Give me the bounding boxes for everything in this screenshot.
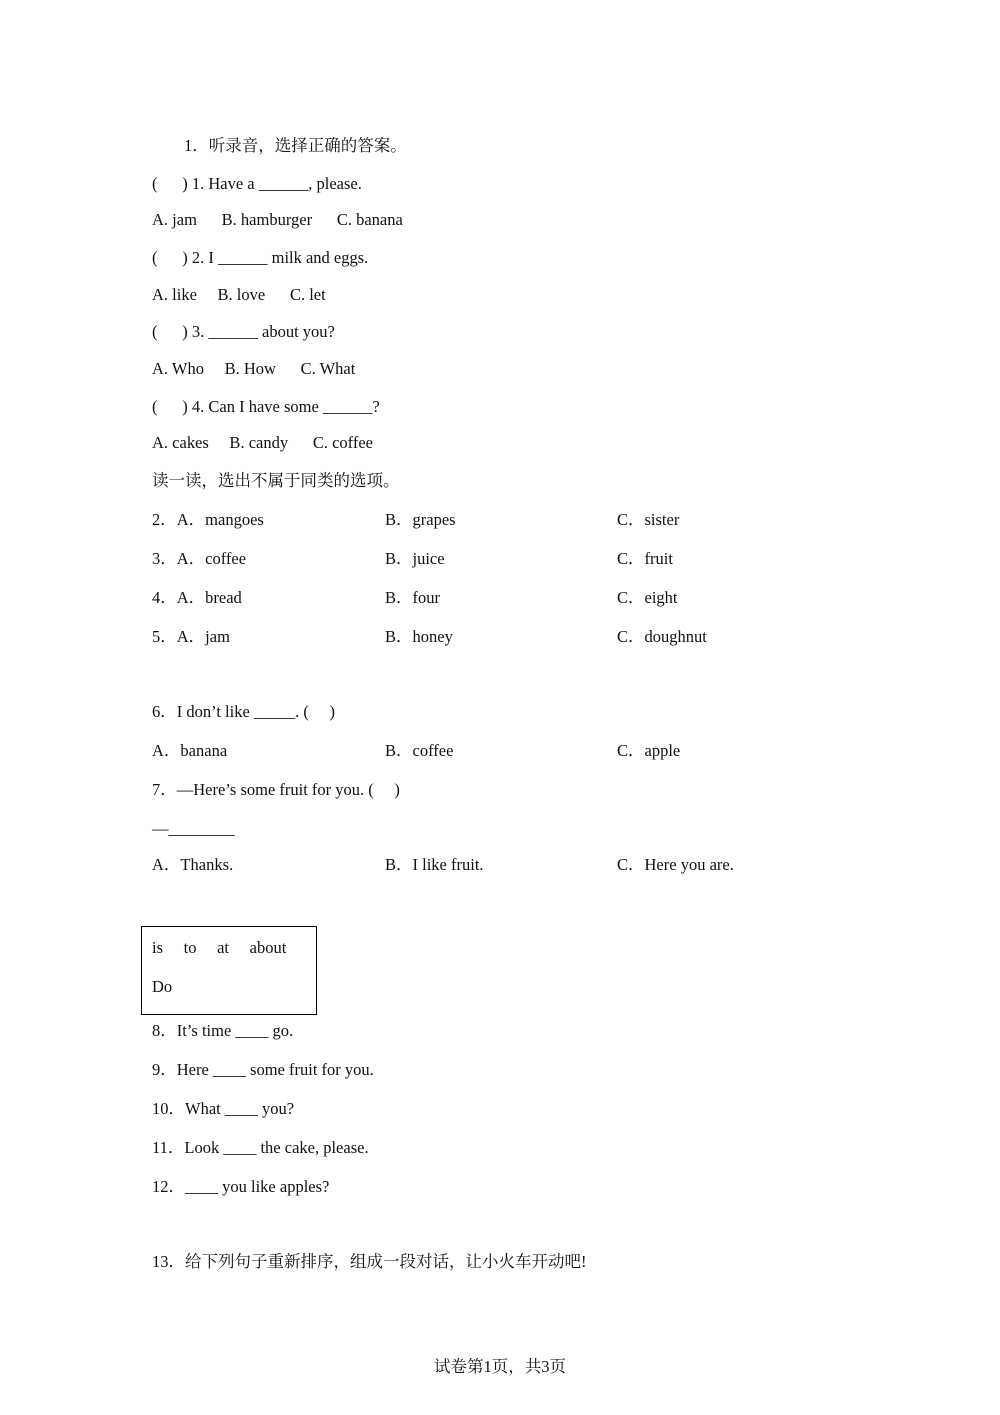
q2-options: A. like B. love C. let — [152, 285, 326, 304]
option-row-c: C．fruit — [617, 549, 673, 568]
q1-options: A. jam B. hamburger C. banana — [152, 210, 403, 229]
option-row-b: B．four — [385, 588, 440, 607]
fill-sentence: 12．____ you like apples? — [152, 1177, 330, 1196]
section1-title: 1．听录音，选择正确的答案。 — [184, 136, 407, 155]
q2-stem: ( ) 2. I ______ milk and eggs. — [152, 248, 369, 267]
option-row-c: C．doughnut — [617, 627, 707, 646]
option-row-a: 2．A．mangoes — [152, 510, 264, 529]
section2-title: 读一读，选出不属于同类的选项。 — [152, 471, 400, 490]
word-bank-line-1: is to at about — [152, 938, 287, 957]
q7-option-a: A．Thanks. — [152, 855, 234, 874]
q6-option-c: C．apple — [617, 741, 681, 760]
q6-option-a: A．banana — [152, 741, 228, 760]
option-row-a: 5．A．jam — [152, 627, 230, 646]
option-row-c: C．eight — [617, 588, 678, 607]
q4-stem: ( ) 4. Can I have some ______? — [152, 397, 380, 416]
q3-options: A. Who B. How C. What — [152, 359, 356, 378]
option-row-a: 3．A．coffee — [152, 549, 247, 568]
q1-stem: ( ) 1. Have a ______, please. — [152, 174, 362, 193]
page-footer: 试卷第1页，共3页 — [434, 1357, 566, 1376]
fill-sentence: 11．Look ____ the cake, please. — [152, 1138, 369, 1157]
option-row-b: B．juice — [385, 549, 445, 568]
q6-stem: 6．I don’t like _____. ( ) — [152, 702, 336, 721]
q3-stem: ( ) 3. ______ about you? — [152, 322, 335, 341]
word-bank-line-2: Do — [152, 977, 173, 996]
q7-option-b: B．I like fruit. — [385, 855, 484, 874]
fill-sentence: 10．What ____ you? — [152, 1099, 295, 1118]
fill-sentence: 8．It’s time ____ go. — [152, 1021, 294, 1040]
option-row-b: B．honey — [385, 627, 453, 646]
q7-option-c: C．Here you are. — [617, 855, 734, 874]
q7-answer-blank: —________ — [152, 819, 235, 838]
word-bank-box — [141, 926, 317, 1015]
option-row-c: C．sister — [617, 510, 680, 529]
fill-sentence: 9．Here ____ some fruit for you. — [152, 1060, 374, 1079]
option-row-b: B．grapes — [385, 510, 456, 529]
option-row-a: 4．A．bread — [152, 588, 242, 607]
q7-stem: 7．—Here’s some fruit for you. ( ) — [152, 780, 400, 799]
q6-option-b: B．coffee — [385, 741, 454, 760]
q4-options: A. cakes B. candy C. coffee — [152, 433, 374, 452]
section5-title: 13．给下列句子重新排序，组成一段对话，让小火车开动吧! — [152, 1252, 587, 1271]
